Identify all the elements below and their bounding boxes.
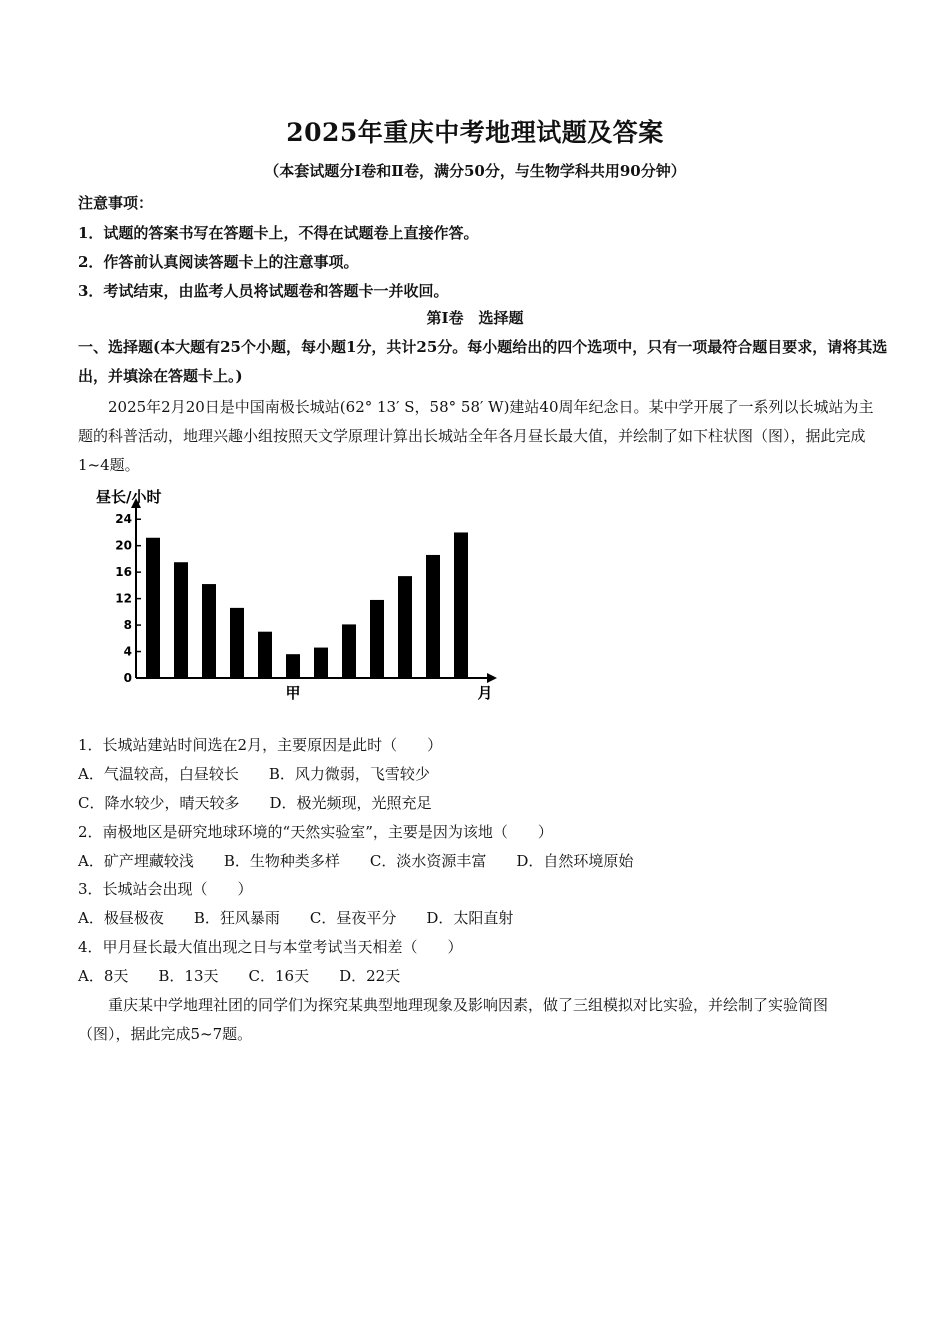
question-4-options bbox=[78, 962, 400, 991]
x-marked-label: 甲 bbox=[285, 684, 301, 702]
question-1-options bbox=[78, 789, 432, 818]
bar bbox=[174, 562, 188, 678]
option-b: B．13天 bbox=[158, 967, 219, 985]
y-tick-label: 12 bbox=[115, 591, 132, 606]
bar bbox=[258, 632, 272, 678]
y-tick-label: 4 bbox=[123, 644, 132, 659]
question-1-options bbox=[78, 760, 430, 789]
question-2: 2．南极地区是研究地球环境的“天然实验室”，主要是因为该地（ ） bbox=[78, 823, 553, 841]
option-b: B．生物种类多样 bbox=[223, 852, 340, 870]
option-c: C．淡水资源丰富 bbox=[369, 852, 487, 870]
notice-item: 1．试题的答案书写在答题卡上，不得在试题卷上直接作答。 bbox=[78, 224, 479, 242]
option-c: C．16天 bbox=[248, 967, 310, 985]
x-axis-label: 月 bbox=[477, 684, 493, 702]
question-3-options bbox=[78, 904, 513, 933]
page-title: 2025年重庆中考地理试题及答案 bbox=[286, 118, 664, 147]
y-tick-label: 24 bbox=[115, 512, 132, 527]
section-title: 第Ⅰ卷 选择题 bbox=[426, 309, 524, 327]
option-a: A．8天 bbox=[78, 967, 129, 985]
option-a: A．极昼极夜 bbox=[78, 909, 164, 927]
option-c: C．降水较少，晴天较多 bbox=[78, 794, 240, 812]
bar bbox=[286, 654, 300, 678]
question-1: 1．长城站建站时间选在2月，主要原因是此时（ ） bbox=[78, 736, 443, 754]
option-c: C．昼夜平分 bbox=[309, 909, 397, 927]
option-d: D．22天 bbox=[339, 967, 401, 985]
notice-heading: 注意事项： bbox=[78, 194, 154, 212]
x-axis-arrow bbox=[487, 673, 497, 683]
bar bbox=[230, 608, 244, 678]
y-axis-label: 昼长/小时 bbox=[96, 488, 162, 506]
question-4: 4．甲月昼长最大值出现之日与本堂考试当天相差（ ） bbox=[78, 938, 463, 956]
bar bbox=[342, 624, 356, 678]
notice-item: 2．作答前认真阅读答题卡上的注意事项。 bbox=[78, 253, 359, 271]
question-2-options bbox=[78, 847, 633, 876]
option-a: A．气温较高，白昼较长 bbox=[78, 765, 239, 783]
passage-experiment: 重庆某中学地理社团的同学们为探究某典型地理现象及影响因素，做了三组模拟对比实验，并绘制了实验简图（图），据此完成5~7题。 bbox=[78, 996, 829, 1043]
bar bbox=[454, 532, 468, 678]
notice-item: 3．考试结束，由监考人员将试题卷和答题卡一并收回。 bbox=[78, 282, 449, 300]
bar bbox=[146, 538, 160, 678]
option-d: D．太阳直射 bbox=[426, 909, 514, 927]
option-b: B．风力微弱，飞雪较少 bbox=[268, 765, 430, 783]
y-tick-label: 0 bbox=[123, 671, 132, 685]
y-tick-label: 20 bbox=[115, 538, 132, 553]
bar bbox=[398, 576, 412, 678]
bar bbox=[314, 648, 328, 678]
option-a: A．矿产埋藏较浅 bbox=[78, 852, 194, 870]
y-tick-label: 16 bbox=[115, 565, 132, 580]
option-d: D．极光频现，光照充足 bbox=[269, 794, 432, 812]
y-tick-label: 8 bbox=[123, 618, 132, 633]
option-b: B．狂风暴雨 bbox=[193, 909, 280, 927]
bar bbox=[370, 600, 384, 678]
mcq-instructions: 一、选择题(本大题有25个小题，每小题1分，共计25分。每小题给出的四个选项中，只有一项最符合题目要求，请将其选出，并填涂在答题卡上。) bbox=[78, 338, 888, 385]
bar bbox=[426, 555, 440, 678]
bar bbox=[202, 584, 216, 678]
daylength-bar-chart bbox=[92, 484, 522, 709]
exam-subtitle: （本套试题分Ⅰ卷和Ⅱ卷，满分50分，与生物学科共用90分钟） bbox=[264, 162, 686, 180]
option-d: D．自然环境原始 bbox=[516, 852, 634, 870]
passage-changcheng-station: 2025年2月20日是中国南极长城站(62° 13′ S，58° 58′ W)建站40周年纪念日。某中学开展了一系列以长城站为主题的科普活动，地理兴趣小组按照天文学原理计算出长城站全年各月昼长最大值，并绘制了如下柱状图（图），据此完成1~4题。 bbox=[78, 398, 874, 474]
question-3: 3．长城站会出现（ ） bbox=[78, 880, 253, 898]
